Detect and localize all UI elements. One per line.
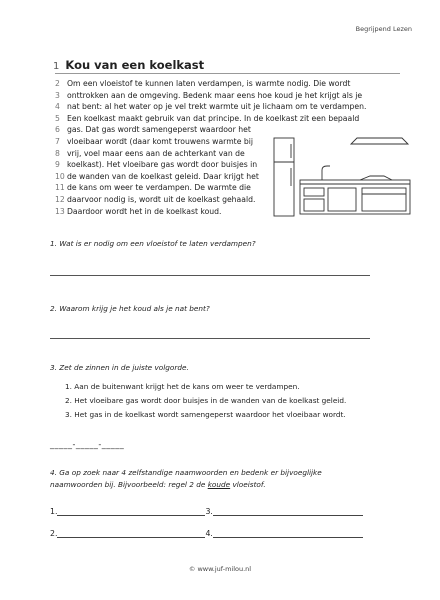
question-1: 1. Wat is er nodig om een vloeistof te laten verdampen? <box>50 239 256 248</box>
line-text: gas. Dat gas wordt samengeperst waardoor het <box>67 125 251 135</box>
question-2: 2. Waarom krijg je het koud als je nat bent? <box>50 304 210 313</box>
fridge-drawing <box>274 138 294 216</box>
fill-blank-4[interactable] <box>213 529 363 538</box>
line-number: 4 <box>55 102 60 112</box>
order-answer-field[interactable]: _____-_____-_____ <box>50 440 125 449</box>
line-text: daarvoor nodig is, wordt uit de koelkast gehaald. <box>67 194 256 204</box>
fill-blank-2[interactable] <box>57 529 205 538</box>
fill-label-2: 2. <box>50 529 58 538</box>
fill-blank-1[interactable] <box>57 507 205 516</box>
fill-label-1: 1. <box>50 507 58 516</box>
page-title <box>53 58 204 72</box>
line-number: 3 <box>55 90 60 100</box>
kitchen-counter-drawing <box>300 166 410 214</box>
fill-label-3: 3. <box>205 507 213 516</box>
option-1: 1. Aan de buitenwant krijgt het de kans om weer te verdampen. <box>65 382 300 391</box>
line-number: 6 <box>55 125 60 135</box>
option-3: 3. Het gas in de koelkast wordt samengeperst waardoor het vloeibaar wordt. <box>65 410 346 419</box>
line-number: 12 <box>55 194 65 204</box>
title-text: Kou van een koelkast <box>65 58 205 72</box>
line-number: 13 <box>55 206 65 216</box>
line-number: 2 <box>55 79 60 88</box>
line-number: 9 <box>55 160 60 170</box>
question-3: 3. Zet de zinnen in de juiste volgorde. <box>50 363 189 372</box>
line-text: nat bent: al het water op je vel trekt warmte uit je lichaam om te verdampen. <box>67 102 367 112</box>
line-text: Een koelkast maakt gebruik van dat principe. In de koelkast zit een bepaald <box>67 113 360 123</box>
example-word: koude <box>207 480 231 489</box>
answer-line-1[interactable] <box>50 275 370 276</box>
line-number: 11 <box>55 183 65 193</box>
q4-text-end: vloeistof. <box>230 480 266 489</box>
text-line <box>55 101 415 113</box>
text-line <box>55 78 415 90</box>
text-line <box>55 113 415 125</box>
option-2: 2. Het vloeibare gas wordt door buisjes in de wanden van de koelkast geleid. <box>65 396 347 405</box>
line-number: 10 <box>55 171 65 181</box>
range-hood-drawing <box>351 138 408 144</box>
line-number: 7 <box>55 136 60 146</box>
line-number: 5 <box>55 113 60 123</box>
title-line-number: 1 <box>53 61 60 72</box>
line-text: koelkast). Het vloeibare gas wordt door buisjes in <box>67 160 258 170</box>
question-4-line-1: 4. Ga op zoek naar 4 zelfstandige naamwoorden en bedenk er bijvoeglijke <box>50 468 322 477</box>
fill-row-1 <box>50 507 363 516</box>
question-4-line-2 <box>50 480 395 491</box>
answer-line-2[interactable] <box>50 338 370 339</box>
footer-credit: © www.juf-milou.nl <box>188 565 252 573</box>
title-underline <box>55 73 400 74</box>
line-text: de wanden van de koelkast geleid. Daar krijgt het <box>67 171 259 181</box>
fill-label-4: 4. <box>205 529 213 538</box>
line-text: vloeibaar wordt (daar komt trouwens warmte bij <box>67 136 254 146</box>
subject-header: Begrijpend Lezen <box>355 25 412 33</box>
fill-row-2 <box>50 529 363 538</box>
kitchen-illustration <box>272 132 412 217</box>
line-text: vrij, voel maar eens aan de achterkant van de <box>67 148 245 158</box>
line-text: Om een vloeistof te kunnen laten verdampen, is warmte nodig. Die wordt <box>67 79 351 88</box>
q4-text: naamwoorden bij. Bijvoorbeeld: regel 2 de <box>50 480 208 489</box>
line-text: de kans om weer te verdampen. De warmte die <box>67 183 251 193</box>
line-number: 8 <box>55 148 60 158</box>
text-line <box>55 90 415 102</box>
fill-blank-3[interactable] <box>213 507 363 516</box>
line-text: Daardoor wordt het in de koelkast koud. <box>67 206 222 216</box>
line-text: onttrokken aan de omgeving. Bedenk maar eens hoe koud je het krijgt als je <box>67 90 363 100</box>
